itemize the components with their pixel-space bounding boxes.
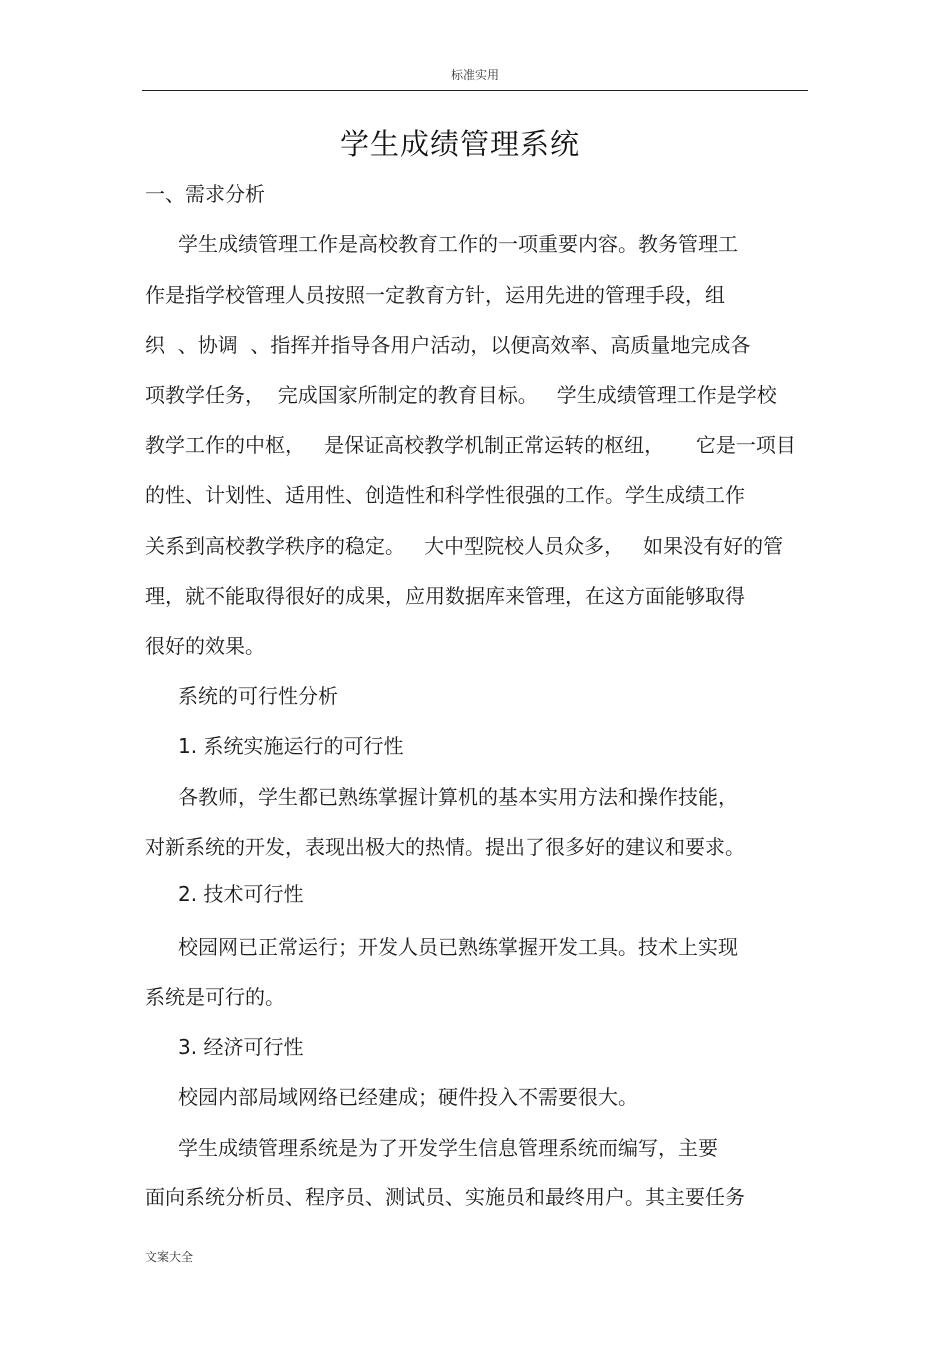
paragraph-line: 教学工作的中枢， 是保证高校教学机制正常运转的枢纽， 它是一项目 (145, 433, 796, 457)
paragraph-line: 对新系统的开发，表现出极大的热情。提出了很多好的建议和要求。 (145, 835, 745, 859)
paragraph-line: 理，就不能取得很好的成果，应用数据库来管理，在这方面能够取得 (145, 584, 745, 608)
paragraph-line: 系统是可行的。 (145, 985, 285, 1009)
paragraph-line: 学生成绩管理工作是高校教育工作的一项重要内容。教务管理工 (178, 232, 738, 256)
paragraph-line: 项教学任务， 完成国家所制定的教育目标。 学生成绩管理工作是学校 (145, 383, 777, 407)
paragraph-line: 织 、协调 、指挥并指导各用户活动，以便高效率、高质量地完成各 (145, 333, 751, 357)
item-heading: 3. 经济可行性 (178, 1035, 304, 1059)
page-header: 标准实用 (450, 68, 499, 82)
item-heading: 2. 技术可行性 (178, 882, 304, 906)
document-title: 学生成绩管理系统 (339, 127, 580, 161)
page-footer: 文案大全 (145, 1250, 194, 1264)
paragraph-line: 各教师，学生都已熟练掌握计算机的基本实用方法和操作技能， (178, 785, 738, 809)
paragraph-line: 学生成绩管理系统是为了开发学生信息管理系统而编写，主要 (178, 1136, 718, 1160)
paragraph-line: 很好的效果。 (145, 634, 265, 658)
paragraph-line: 的性、计划性、适用性、创造性和科学性很强的工作。学生成绩工作 (145, 483, 745, 507)
section-heading: 一、需求分析 (145, 182, 265, 206)
subsection-heading: 系统的可行性分析 (178, 684, 338, 708)
header-divider (142, 90, 808, 91)
item-heading: 1. 系统实施运行的可行性 (178, 734, 404, 758)
paragraph-line: 关系到高校教学秩序的稳定。 大中型院校人员众多， 如果没有好的管 (145, 534, 784, 558)
paragraph-line: 校园网已正常运行；开发人员已熟练掌握开发工具。技术上实现 (178, 935, 738, 959)
paragraph-line: 作是指学校管理人员按照一定教育方针，运用先进的管理手段，组 (145, 283, 725, 307)
paragraph-line: 面向系统分析员、程序员、测试员、实施员和最终用户。其主要任务 (145, 1185, 745, 1209)
paragraph-line: 校园内部局域网络已经建成；硬件投入不需要很大。 (178, 1085, 638, 1109)
